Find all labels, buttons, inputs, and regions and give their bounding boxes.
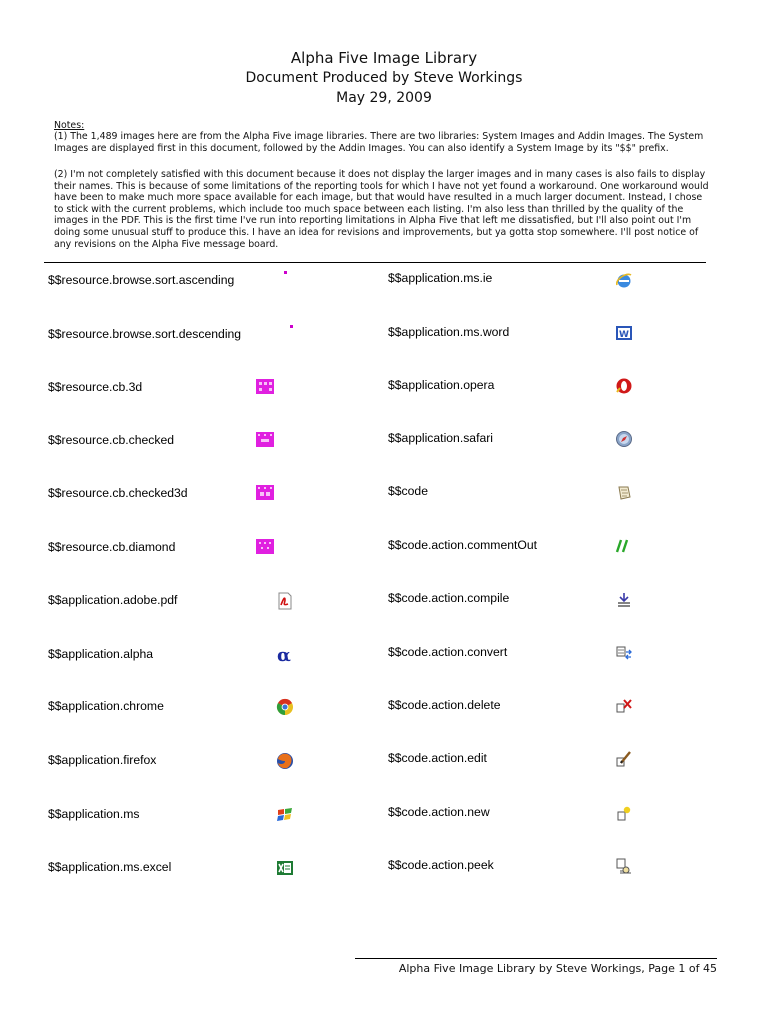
checkbox-diamond-icon [256, 538, 274, 556]
alpha-icon [276, 646, 294, 664]
list-item: $$code.action.peek [388, 858, 494, 872]
convert-icon [615, 644, 633, 662]
sort-ascending-icon [276, 264, 294, 282]
document-title: Alpha Five Image Library [290, 49, 478, 67]
compile-icon [615, 591, 633, 609]
list-item: $$code.action.delete [388, 698, 501, 712]
list-item: $$code.action.compile [388, 591, 510, 605]
document-date: May 29, 2009 [336, 90, 432, 106]
checkbox-3d-icon [256, 378, 274, 396]
list-item: $$application.ms.word [388, 325, 510, 339]
list-item: $$application.ms.excel [48, 860, 172, 874]
list-item: $$resource.cb.checked [48, 433, 175, 447]
footer-divider [355, 958, 717, 959]
list-item: $$code.action.convert [388, 645, 508, 659]
checkbox-checked-icon [256, 431, 274, 449]
firefox-icon [276, 752, 294, 770]
notes-paragraph-2: (2) I'm not completely satisfied with this document because it does not display the larger images and in many cases is also fails to display their names. This is because of some limitations of the reporting tools for which I have not yet found a workaround. One workaround would have been to make much more space available for each image, but that would have resulted in a much larger document. Instead, I chose to stick with the current problems, which include too much space between each listing. I'm also less than thrilled by the quality of the images in the PDF. This is the first time I've run into reporting limitations in Alpha Five that left me dissatisfied, but I'll also point out I'm doing some unusual stuff to produce this. I have an idea for revisions and improvements, but ya gotta stop somewhere. I'll post notice of any revisions on the Alpha Five message board. [54, 169, 709, 250]
notes-label: Notes: [54, 120, 85, 131]
svg-text:W: W [619, 330, 629, 340]
excel-icon [276, 859, 294, 877]
sort-descending-icon [282, 318, 300, 336]
list-item: $$code.action.commentOut [388, 538, 538, 552]
list-item: $$application.alpha [48, 647, 154, 661]
document-subtitle: Document Produced by Steve Workings [245, 70, 523, 86]
list-item: $$resource.browse.sort.ascending [48, 273, 235, 287]
comment-out-icon [615, 537, 633, 555]
page-footer: Alpha Five Image Library by Steve Workings, Page 1 of 45 [398, 962, 717, 975]
code-scroll-icon [615, 484, 633, 502]
list-item: $$application.ms.ie [388, 271, 493, 285]
list-item: $$code.action.new [388, 805, 490, 819]
safari-icon [615, 430, 633, 448]
list-item: $$application.chrome [48, 699, 164, 713]
opera-icon [615, 377, 633, 395]
svg-text:α: α [277, 646, 291, 664]
list-item: $$code.action.edit [388, 751, 487, 765]
windows-icon [276, 806, 294, 824]
section-divider [44, 262, 706, 263]
word-icon [615, 324, 633, 342]
checkbox-checked3d-icon [256, 484, 274, 502]
list-item: $$application.safari [388, 431, 494, 445]
chrome-icon [276, 698, 294, 716]
ie-icon [615, 271, 633, 289]
list-item: $$resource.cb.checked3d [48, 486, 188, 500]
peek-icon [615, 857, 633, 875]
list-item: $$application.ms [48, 807, 140, 821]
delete-icon [615, 697, 633, 715]
pdf-icon [276, 592, 294, 610]
list-item: $$application.firefox [48, 753, 157, 767]
list-item: $$application.opera [388, 378, 495, 392]
list-item: $$resource.cb.3d [48, 380, 143, 394]
list-item: $$code [388, 484, 428, 498]
list-item: $$resource.cb.diamond [48, 540, 176, 554]
new-icon [615, 804, 633, 822]
list-item: $$resource.browse.sort.descending [48, 327, 242, 341]
edit-icon [615, 750, 633, 768]
list-item: $$application.adobe.pdf [48, 593, 178, 607]
notes-paragraph-1: (1) The 1,489 images here are from the Alpha Five image libraries. There are two libraries: System Images and Addin Images. The System Images are displayed first in this document, followed by the Addin Images. You can also identify a System Image by its "$$" prefix. [54, 131, 704, 154]
